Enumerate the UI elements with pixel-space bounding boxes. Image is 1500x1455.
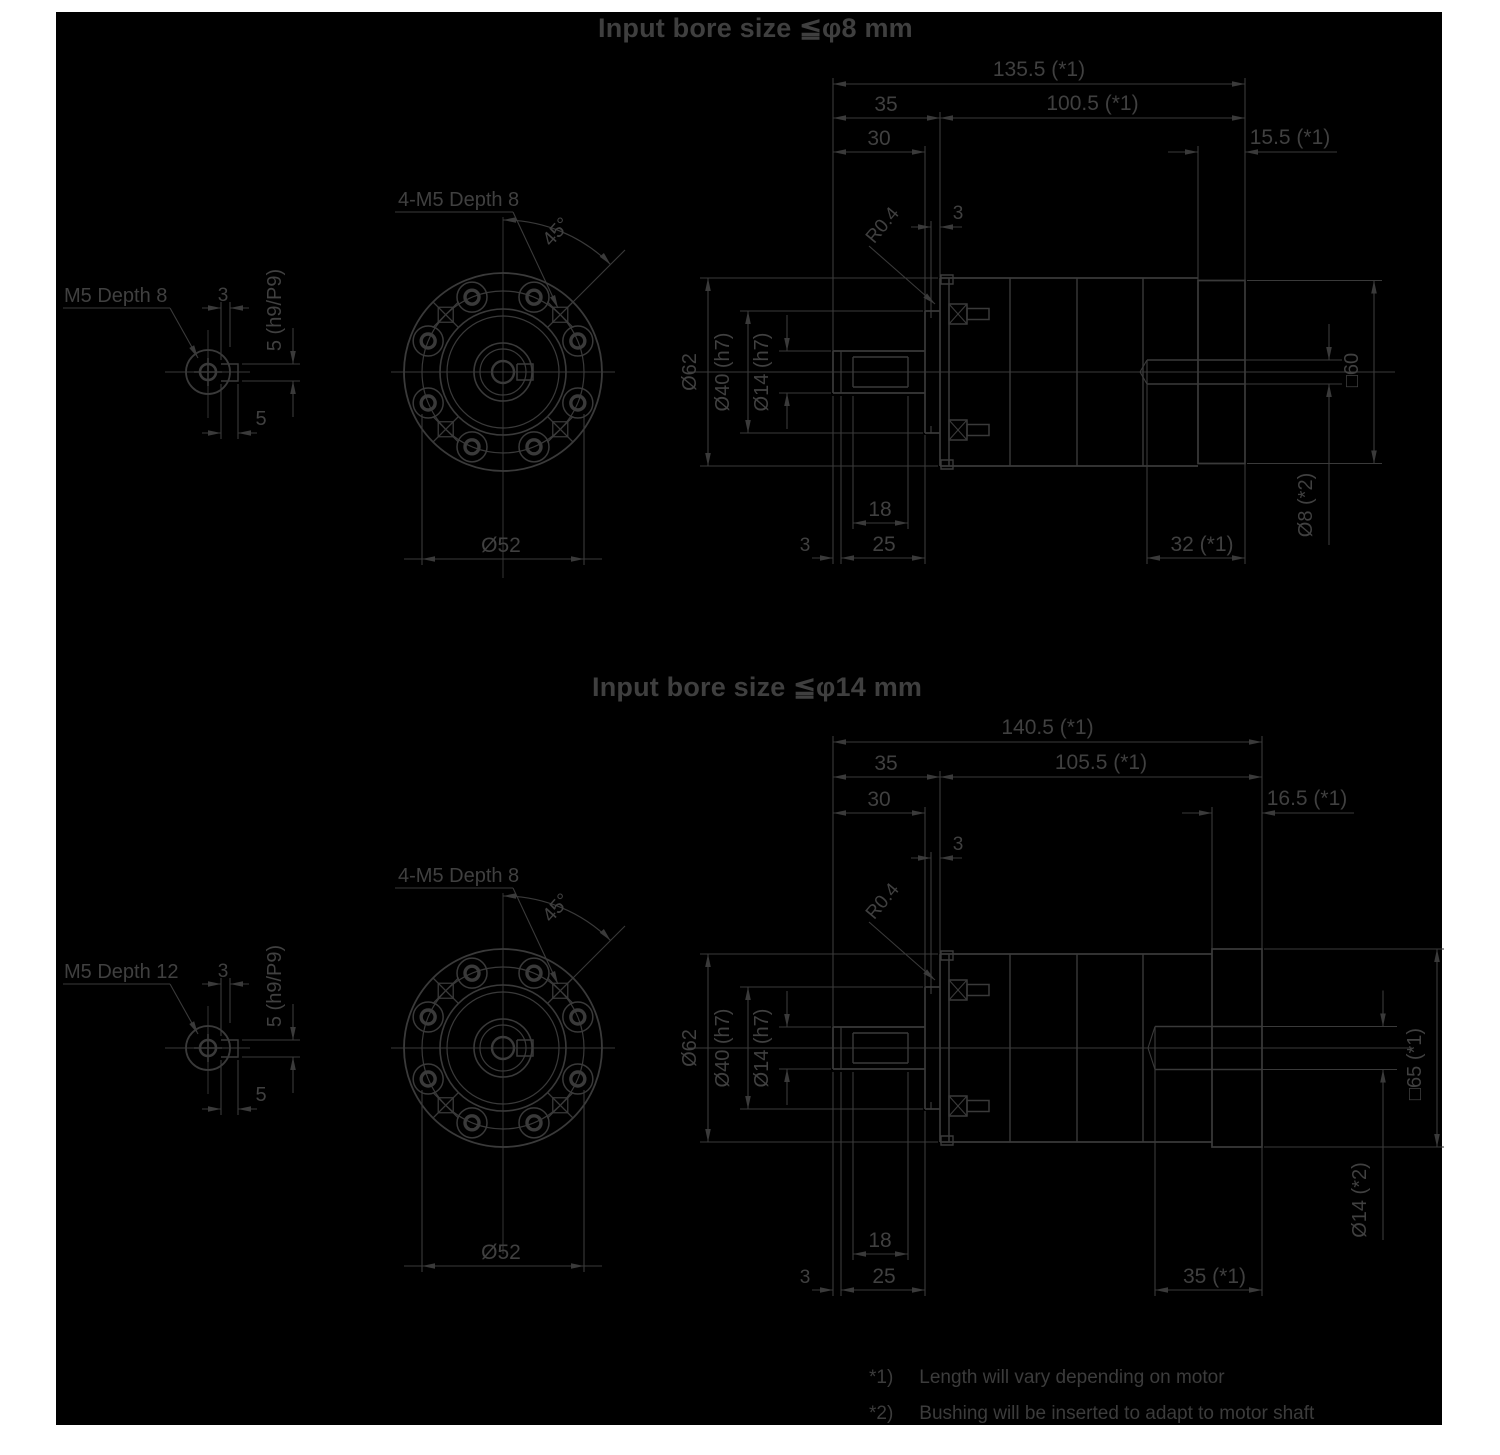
dim-label: Ø14 (h7) <box>751 1008 773 1088</box>
footnote-1-marker: *1) <box>869 1367 894 1388</box>
arrowhead <box>705 954 711 967</box>
dim-label: 5 (h9/P9) <box>264 944 286 1028</box>
arrowhead <box>600 929 611 941</box>
screw-shank <box>967 425 989 436</box>
front-view <box>391 865 625 1272</box>
arrowhead <box>422 556 435 562</box>
arrowhead <box>571 556 584 562</box>
arrowhead <box>833 81 846 87</box>
flange-lug <box>941 951 953 960</box>
dim-label: Ø62 <box>679 1029 701 1067</box>
dim-label: 45° <box>538 889 575 927</box>
dim-label: 5 <box>255 1084 267 1106</box>
arrowhead <box>784 393 790 406</box>
arrowhead <box>940 224 953 230</box>
arrowhead <box>841 555 854 561</box>
arrowhead <box>208 1106 221 1112</box>
dim-label: 3 <box>799 1267 811 1288</box>
side-view <box>679 58 1395 564</box>
arrowhead <box>238 430 251 436</box>
drawing-section-bore14 <box>63 716 1444 1296</box>
arrowhead <box>1199 810 1212 816</box>
dim-label: 3 <box>217 961 229 982</box>
arrowhead <box>230 981 243 987</box>
screw-shank <box>967 309 989 320</box>
arrowhead <box>1371 451 1377 464</box>
arrowhead <box>745 1096 751 1109</box>
arrowhead <box>912 810 925 816</box>
arrowhead <box>940 115 953 121</box>
dim-label: Ø62 <box>679 353 701 391</box>
arrowhead <box>745 420 751 433</box>
footnote-1-text: Length will vary depending on motor <box>919 1367 1225 1388</box>
dim-label: Ø14 (*2) <box>1349 1162 1371 1238</box>
dim-label: 135.5 (*1) <box>992 58 1086 81</box>
arrowhead <box>1245 149 1258 155</box>
angle-ext-line <box>567 250 625 308</box>
tap-leader-label: M5 Depth 12 <box>64 961 179 983</box>
dim-label: Ø40 (h7) <box>712 1008 734 1088</box>
arrowhead <box>290 351 296 364</box>
tap-leader-label: M5 Depth 8 <box>64 285 168 307</box>
section-title-bore14: Input bore size ≦φ14 mm <box>592 672 923 702</box>
arrowhead <box>422 1263 435 1269</box>
arrowhead <box>912 1287 925 1293</box>
arrowhead <box>705 453 711 466</box>
arrowhead <box>820 1287 833 1293</box>
arrowhead <box>820 555 833 561</box>
arrowhead <box>1326 347 1332 360</box>
dim-label: 5 (h9/P9) <box>264 268 286 352</box>
dim-label: 45° <box>538 213 575 251</box>
dim-label: □65 (*1) <box>1404 1027 1426 1101</box>
arrowhead <box>503 893 516 899</box>
footnote-2-marker: *2) <box>869 1403 894 1424</box>
dim-label: □60 <box>1341 352 1363 388</box>
arrowhead <box>784 338 790 351</box>
dim-label: 35 <box>874 752 898 775</box>
arrowhead <box>230 305 243 311</box>
arrowhead <box>571 1263 584 1269</box>
arrowhead <box>745 311 751 324</box>
arrowhead <box>912 555 925 561</box>
section-title-bore8: Input bore size ≦φ8 mm <box>598 13 913 43</box>
arrowhead <box>745 987 751 1000</box>
dim-label: Ø40 (h7) <box>712 332 734 412</box>
dim-label: Ø14 (h7) <box>751 332 773 412</box>
arrowhead <box>1232 81 1245 87</box>
shaft-end-detail-view <box>63 269 300 439</box>
drawing-section-bore8 <box>63 58 1395 578</box>
arrowhead <box>895 520 908 526</box>
arrowhead <box>841 1287 854 1293</box>
dim-label: Ø8 (*2) <box>1295 472 1317 538</box>
dim-label: 3 <box>952 834 964 855</box>
arrowhead <box>1232 555 1245 561</box>
arrowhead <box>238 1106 251 1112</box>
dim-label: 30 <box>867 127 891 150</box>
dim-label: 3 <box>799 535 811 556</box>
dim-label: Ø52 <box>481 534 521 557</box>
arrowhead <box>1434 1134 1440 1147</box>
bolt-leader-label: 4-M5 Depth 8 <box>398 189 520 211</box>
arrowhead <box>833 774 846 780</box>
arrowhead <box>833 810 846 816</box>
arrowhead <box>833 739 846 745</box>
arrowhead <box>1249 774 1262 780</box>
screw-shank <box>967 1101 989 1112</box>
bolt-leader-label: 4-M5 Depth 8 <box>398 865 520 887</box>
dim-label: 25 <box>872 533 896 556</box>
front-view <box>391 189 625 578</box>
arrowhead <box>784 1014 790 1027</box>
dim-label: 16.5 (*1) <box>1266 787 1348 810</box>
arrowhead <box>208 430 221 436</box>
dim-label: 35 <box>874 93 898 116</box>
arrowhead <box>1249 1287 1262 1293</box>
arrowhead <box>1155 1287 1168 1293</box>
arrowhead <box>833 149 846 155</box>
arrowhead <box>290 381 296 394</box>
dim-label: 32 (*1) <box>1170 533 1234 556</box>
arrowhead <box>1262 810 1275 816</box>
dim-label: Ø52 <box>481 1241 521 1264</box>
side-view <box>679 716 1444 1296</box>
arrowhead <box>927 115 940 121</box>
dim-label: R0.4 <box>861 203 904 248</box>
arrowhead <box>853 1251 866 1257</box>
dim-label: 18 <box>868 1229 892 1252</box>
flange-lug <box>941 275 953 284</box>
arrowhead <box>833 115 846 121</box>
dim-label: 15.5 (*1) <box>1249 126 1331 149</box>
dim-label: R0.4 <box>861 879 904 924</box>
dim-label: 105.5 (*1) <box>1054 751 1148 774</box>
flange-lug <box>941 460 953 469</box>
arrowhead <box>1434 949 1440 962</box>
arrowhead <box>1380 1070 1386 1083</box>
shaft-end-detail-view <box>63 945 300 1115</box>
arrowhead <box>1185 149 1198 155</box>
dim-label: 3 <box>952 203 964 224</box>
footnote-2-text: Bushing will be inserted to adapt to motor shaft <box>919 1403 1315 1424</box>
screw-shank <box>967 985 989 996</box>
arrowhead <box>784 1069 790 1082</box>
arrowhead <box>208 305 221 311</box>
dim-label: 140.5 (*1) <box>1001 716 1094 739</box>
arrowhead <box>1147 555 1160 561</box>
arrowhead <box>853 520 866 526</box>
dim-label: 100.5 (*1) <box>1046 92 1139 115</box>
dim-label: 25 <box>872 1265 896 1288</box>
dim-label: 18 <box>868 498 892 521</box>
arrowhead <box>705 1129 711 1142</box>
arrowhead <box>290 1057 296 1070</box>
arrowhead <box>940 855 953 861</box>
arrowhead <box>1371 281 1377 294</box>
arrowhead <box>895 1251 908 1257</box>
dim-label: 30 <box>867 788 891 811</box>
arrowhead <box>290 1027 296 1040</box>
arrowhead <box>1249 739 1262 745</box>
arrowhead <box>1326 384 1332 397</box>
flange-lug <box>941 1136 953 1145</box>
arrowhead <box>600 253 611 265</box>
arrowhead <box>927 774 940 780</box>
arrowhead <box>503 217 516 223</box>
dim-label: 5 <box>255 408 267 430</box>
angle-ext-line <box>567 926 625 984</box>
arrowhead <box>1380 1014 1386 1027</box>
dim-label: 3 <box>217 285 229 306</box>
arrowhead <box>1232 115 1245 121</box>
footnote-1 <box>869 1367 1225 1389</box>
arrowhead <box>705 278 711 291</box>
arrowhead <box>208 981 221 987</box>
footnote-2 <box>869 1403 1314 1425</box>
arrowhead <box>912 149 925 155</box>
dim-label: 35 (*1) <box>1182 1265 1247 1288</box>
arrowhead <box>940 774 953 780</box>
